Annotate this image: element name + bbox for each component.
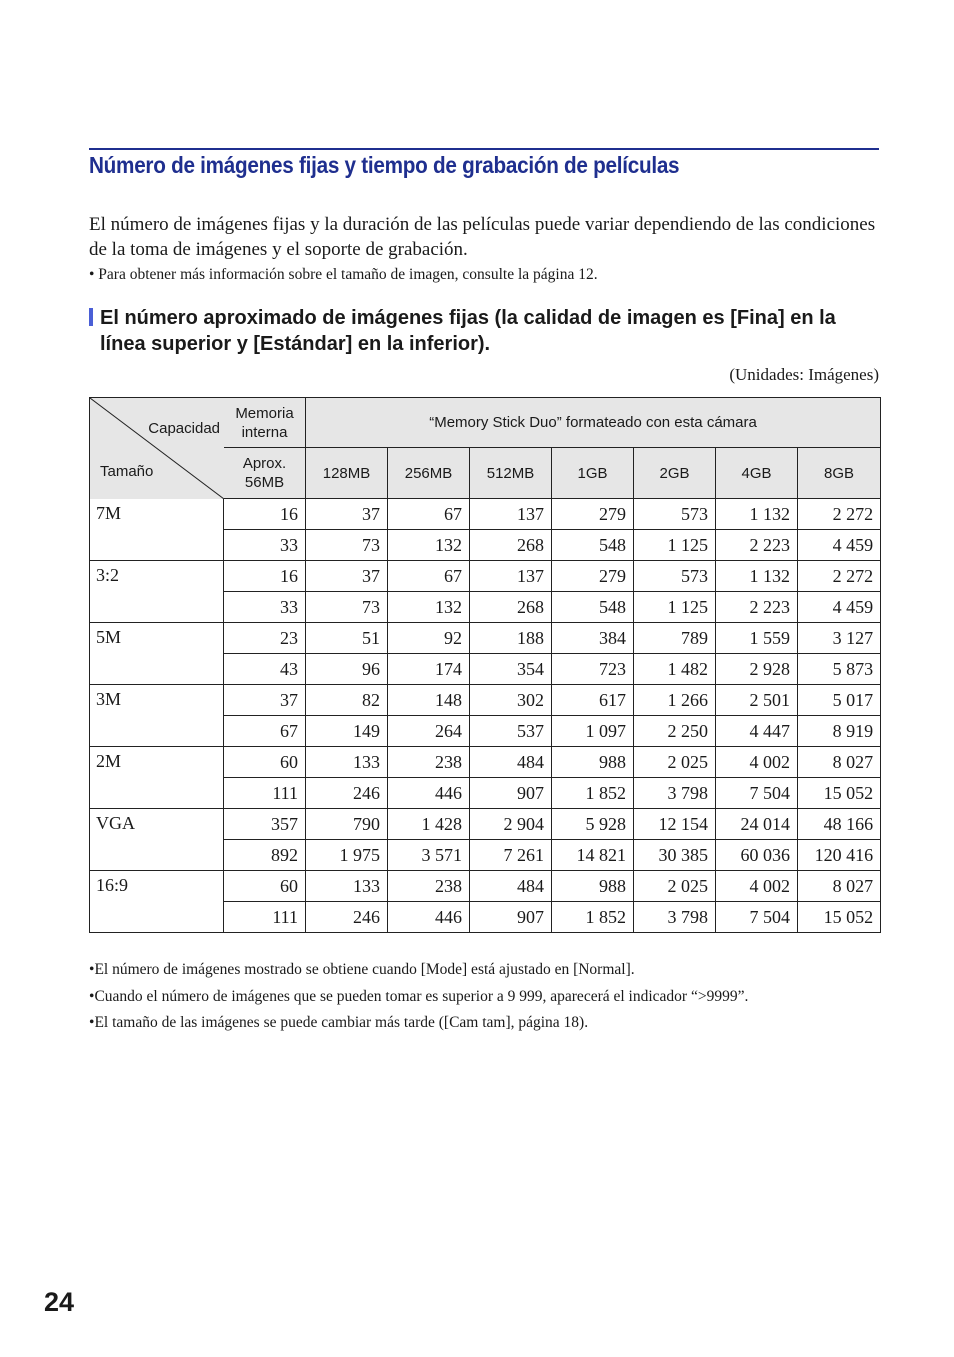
table-cell: 43: [224, 654, 306, 685]
table-row: [90, 747, 881, 778]
table-cell: 96: [306, 654, 388, 685]
table-cell: 132: [388, 530, 470, 561]
table-cell: 302: [470, 685, 552, 716]
table-cell: 4 002: [716, 871, 798, 902]
table-cell: 446: [388, 902, 470, 933]
table-cell: 446: [388, 778, 470, 809]
table-cell: 3 798: [634, 902, 716, 933]
table-cell: 1 975: [306, 840, 388, 871]
table-cell: 3 798: [634, 778, 716, 809]
subheading-bar-icon: [89, 308, 93, 326]
table-cell: 484: [470, 747, 552, 778]
table-cell: 133: [306, 747, 388, 778]
table-cell: 67: [388, 561, 470, 592]
table-row: [90, 685, 881, 716]
table-cell: 5 017: [798, 685, 881, 716]
table-cell: 67: [388, 499, 470, 530]
table-cell: 37: [306, 561, 388, 592]
table-cell: 1 852: [552, 778, 634, 809]
table-cell: 7 504: [716, 778, 798, 809]
table-corner-cell: [90, 398, 224, 499]
table-cell: 48 166: [798, 809, 881, 840]
row-size-label: 5M: [90, 623, 224, 685]
table-cell: 3 127: [798, 623, 881, 654]
table-cell: 4 459: [798, 592, 881, 623]
table-cell: 2 223: [716, 530, 798, 561]
table-cell: 37: [224, 685, 306, 716]
subheading-text: El número aproximado de imágenes fijas (la calidad de imagen es [Fina] en la línea superior y [Estándar] en la inferior).: [100, 307, 836, 355]
image-count-table: [89, 397, 881, 933]
page-number: 24: [44, 1287, 75, 1317]
table-cell: 2 501: [716, 685, 798, 716]
table-cell: 16: [224, 499, 306, 530]
row-size-label: 3M: [90, 685, 224, 747]
header-capacity: 8GB: [798, 448, 881, 499]
header-capacity: Aprox. 56MB: [224, 448, 306, 499]
table-cell: 789: [634, 623, 716, 654]
table-cell: 1 266: [634, 685, 716, 716]
header-capacity: 512MB: [470, 448, 552, 499]
table-cell: 60: [224, 871, 306, 902]
table-cell: 67: [224, 716, 306, 747]
table-cell: 537: [470, 716, 552, 747]
intro-paragraph: El número de imágenes fijas y la duración de las películas puede variar dependiendo de las condiciones de la toma de imágenes y el soporte de grabación.: [89, 214, 876, 260]
table-cell: 279: [552, 499, 634, 530]
table-cell: 5 928: [552, 809, 634, 840]
table-cell: 7 261: [470, 840, 552, 871]
table-cell: 2 025: [634, 747, 716, 778]
table-cell: 617: [552, 685, 634, 716]
table-cell: 238: [388, 747, 470, 778]
table-cell: 1 097: [552, 716, 634, 747]
table-cell: 723: [552, 654, 634, 685]
table-cell: 137: [470, 499, 552, 530]
table-cell: 15 052: [798, 778, 881, 809]
header-capacity: 2GB: [634, 448, 716, 499]
table-cell: 92: [388, 623, 470, 654]
table-cell: 573: [634, 561, 716, 592]
table-cell: 33: [224, 592, 306, 623]
row-size-label: VGA: [90, 809, 224, 871]
table-cell: 3 571: [388, 840, 470, 871]
table-cell: 4 447: [716, 716, 798, 747]
table-cell: 4 459: [798, 530, 881, 561]
row-size-label: 2M: [90, 747, 224, 809]
intro-note: • Para obtener más información sobre el tamaño de imagen, consulte la página 12.: [89, 266, 598, 283]
table-cell: 2 272: [798, 499, 881, 530]
note-item: • El número de imágenes mostrado se obtiene cuando [Mode] está ajustado en [Normal].: [89, 957, 889, 984]
table-cell: 548: [552, 592, 634, 623]
table-cell: 37: [306, 499, 388, 530]
table-cell: 188: [470, 623, 552, 654]
table-cell: 33: [224, 530, 306, 561]
table-cell: 1 125: [634, 592, 716, 623]
table-cell: 2 250: [634, 716, 716, 747]
table-cell: 907: [470, 902, 552, 933]
table-cell: 23: [224, 623, 306, 654]
table-cell: 174: [388, 654, 470, 685]
table-cell: 988: [552, 747, 634, 778]
table-cell: 1 559: [716, 623, 798, 654]
table-cell: 73: [306, 530, 388, 561]
table-cell: 148: [388, 685, 470, 716]
table-cell: 1 132: [716, 561, 798, 592]
corner-capacity-label: Capacidad: [148, 420, 220, 437]
table-cell: 7 504: [716, 902, 798, 933]
table-cell: 15 052: [798, 902, 881, 933]
table-cell: 790: [306, 809, 388, 840]
row-size-label: 3:2: [90, 561, 224, 623]
table-cell: 14 821: [552, 840, 634, 871]
table-cell: 12 154: [634, 809, 716, 840]
table-cell: 354: [470, 654, 552, 685]
table-cell: 268: [470, 592, 552, 623]
header-internal-memory: Memoria interna: [224, 398, 306, 448]
header-memory-stick: “Memory Stick Duo” formateado con esta cámara: [306, 398, 881, 448]
table-cell: 384: [552, 623, 634, 654]
table-cell: 1 852: [552, 902, 634, 933]
corner-size-label: Tamaño: [100, 463, 154, 480]
table-cell: 2 928: [716, 654, 798, 685]
table-cell: 2 904: [470, 809, 552, 840]
units-label: (Unidades: Imágenes): [729, 365, 879, 384]
row-size-label: 7M: [90, 499, 224, 561]
table-cell: 8 919: [798, 716, 881, 747]
note-item: • El tamaño de las imágenes se puede cambiar más tarde ([Cam tam], página 18).: [89, 1010, 889, 1037]
table-cell: 60 036: [716, 840, 798, 871]
row-size-label: 16:9: [90, 871, 224, 933]
table-row: [90, 623, 881, 654]
table-cell: 60: [224, 747, 306, 778]
table-cell: 149: [306, 716, 388, 747]
table-cell: 357: [224, 809, 306, 840]
table-cell: 1 132: [716, 499, 798, 530]
table-cell: 1 428: [388, 809, 470, 840]
table-cell: 24 014: [716, 809, 798, 840]
table-cell: 8 027: [798, 747, 881, 778]
table-cell: 5 873: [798, 654, 881, 685]
table-cell: 132: [388, 592, 470, 623]
table-cell: 137: [470, 561, 552, 592]
table-cell: 16: [224, 561, 306, 592]
table-cell: 892: [224, 840, 306, 871]
table-cell: 4 002: [716, 747, 798, 778]
table-cell: 988: [552, 871, 634, 902]
table-cell: 246: [306, 778, 388, 809]
table-cell: 2 272: [798, 561, 881, 592]
header-capacity: 128MB: [306, 448, 388, 499]
table-cell: 30 385: [634, 840, 716, 871]
table-cell: 2 223: [716, 592, 798, 623]
section-rule: [89, 148, 879, 150]
header-capacity: 1GB: [552, 448, 634, 499]
table-cell: 73: [306, 592, 388, 623]
table-cell: 8 027: [798, 871, 881, 902]
table-row: [90, 871, 881, 902]
table-cell: 907: [470, 778, 552, 809]
header-capacity: 256MB: [388, 448, 470, 499]
table-cell: 268: [470, 530, 552, 561]
table-cell: 82: [306, 685, 388, 716]
table-row: [90, 809, 881, 840]
corner-diagonal: [90, 398, 224, 499]
subheading: [89, 305, 879, 357]
header-capacity: 4GB: [716, 448, 798, 499]
table-cell: 484: [470, 871, 552, 902]
notes-list: [89, 957, 889, 1037]
table-row: [90, 499, 881, 530]
table-cell: 279: [552, 561, 634, 592]
table-row: [90, 561, 881, 592]
note-item: • Cuando el número de imágenes que se pueden tomar es superior a 9 999, aparecerá el indicador “>9999”.: [89, 984, 889, 1011]
table-cell: 573: [634, 499, 716, 530]
table-cell: 51: [306, 623, 388, 654]
table-cell: 111: [224, 902, 306, 933]
table-cell: 1 125: [634, 530, 716, 561]
table-cell: 264: [388, 716, 470, 747]
table-cell: 133: [306, 871, 388, 902]
section-title: Número de imágenes fijas y tiempo de grabación de películas: [89, 152, 680, 178]
table-cell: 120 416: [798, 840, 881, 871]
table-cell: 111: [224, 778, 306, 809]
table-cell: 548: [552, 530, 634, 561]
table-cell: 1 482: [634, 654, 716, 685]
table-cell: 238: [388, 871, 470, 902]
table-cell: 246: [306, 902, 388, 933]
table-cell: 2 025: [634, 871, 716, 902]
